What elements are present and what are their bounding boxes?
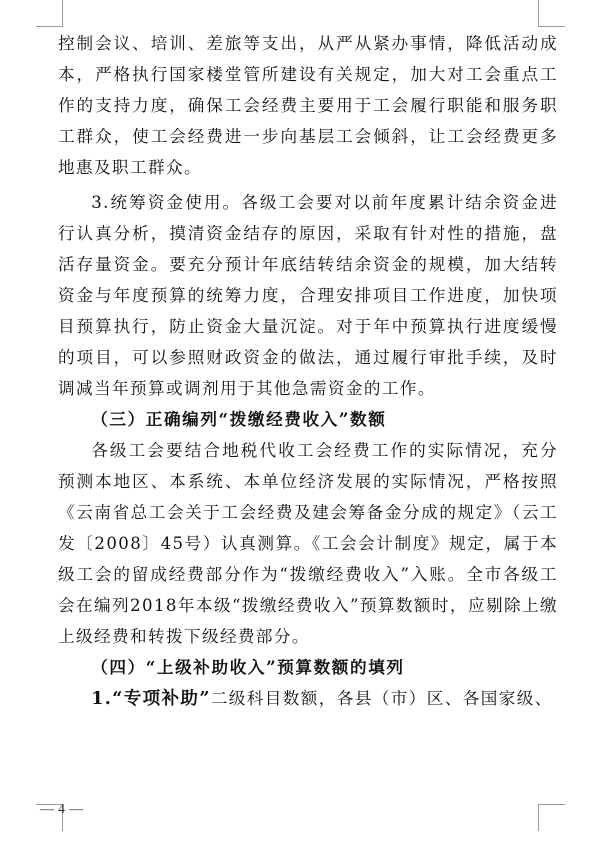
corner-mark-bottom-right xyxy=(538,804,565,831)
paragraph-4-number: 1. xyxy=(91,689,113,709)
footer-dash-left: — xyxy=(40,802,54,817)
paragraph-2: 3.统筹资金使用。各级工会要对以前年度累计结余资金进行认真分析，摸清资金结存的原因，采取有针对性的措施，盘活存量资金。要充分预计年底结转结余资金的规模，加大结转资金与年度预算的统筹力度，合理安排项目工作进度，加快项目预算执行，防止资金大量沉淀。对于年中预算执行进度缓慢的项目，可以参照财政资金的做法，通过履行审批手续，及时调减当年预算或调剂用于其他急需资金的工作。 xyxy=(58,193,558,398)
section-heading-3: （三）正确编列“拨缴经费收入”数额 xyxy=(91,409,387,429)
section-heading-4: （四）“上级补助收入”预算数额的填列 xyxy=(91,657,405,677)
footer-dash-right: — xyxy=(69,802,83,817)
paragraph-4-bold-term: “专项补助” xyxy=(112,689,211,709)
corner-mark-top-left xyxy=(36,0,63,27)
paragraph-4-text: 二级科目数额，各县（市）区、各国家级、 xyxy=(210,689,553,708)
paragraph-3: 各级工会要结合地税代收工会经费工作的实际情况，充分预测本地区、本系统、本单位经济发展的实际情况，严格按照《云南省总工会关于工会经费及建会筹备金分成的规定》（云工发〔2008〕45号）认真测算。《工会会计制度》规定，属于本级工会的留成经费部分作为“拨缴经费收入”入账。全市各级工会在编列2018年本级“拨缴经费收入”预算数额时，应剔除上缴上级经费和转拨下级经费部分。 xyxy=(58,441,558,646)
paragraph-1: 控制会议、培训、差旅等支出，从严从紧办事情，降低活动成本，严格执行国家楼堂管所建设有关规定，加大对工会重点工作的支持力度，确保工会经费主要用于工会履行职能和服务职工群众，使工会经费进一步向基层工会倾斜，让工会经费更多地惠及职工群众。 xyxy=(58,34,558,177)
page-number: 4 xyxy=(58,802,65,817)
document-body xyxy=(58,28,558,715)
paragraph-4 xyxy=(58,683,558,715)
corner-mark-top-right xyxy=(538,0,565,27)
page-footer xyxy=(36,800,87,820)
